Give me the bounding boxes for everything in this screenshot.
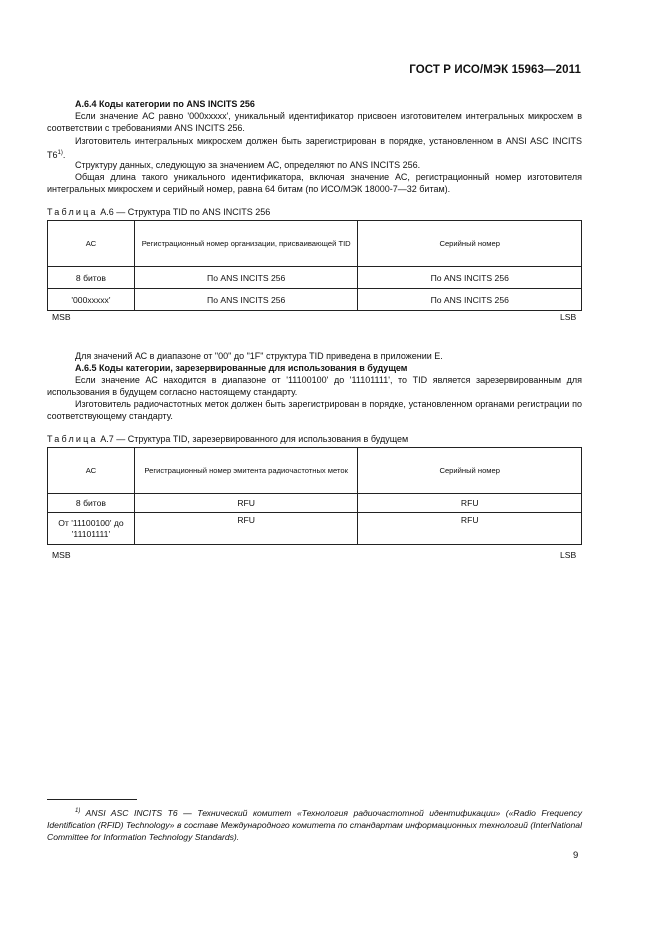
table-row (48, 513, 582, 545)
table-cell: RFU (134, 513, 358, 545)
section-a64-paragraph-4: Общая длина такого уникального идентификатора, включая значение АС, регистрационный номер изготовителя интегральных микросхем и серийный номер, равна 64 битам (по ИСО/МЭК 18000-7—32 битам). (47, 172, 582, 195)
section-a64-paragraph-2 (47, 135, 582, 162)
table-cell: RFU (134, 494, 358, 513)
page-number: 9 (573, 850, 579, 861)
table-row (48, 494, 582, 513)
table-a7-msb-label: MSB (52, 550, 71, 560)
table-a7-caption-prefix: Таблица (47, 434, 98, 444)
document-header: ГОСТ Р ИСО/МЭК 15963—2011 (409, 64, 581, 76)
table-a6-header-serial: Серийный номер (358, 221, 582, 267)
table-cell: RFU (358, 494, 582, 513)
table-a6-caption-title: А.6 — Структура TID по ANS INCITS 256 (97, 207, 271, 217)
section-a65-heading: А.6.5 Коды категории, зарезервированные для использования в будущем (75, 363, 408, 373)
table-cell: По ANS INCITS 256 (358, 267, 582, 289)
section-a64-paragraph-1: Если значение АС равно '000xxxxx', уникальный идентификатор присвоен изготовителем интегральных микросхем в соответствии с требованиями ANS INCITS 256. (47, 111, 582, 134)
table-a7-header-serial: Серийный номер (358, 448, 582, 494)
section-a65-paragraph-2: Изготовитель радиочастотных меток должен быть зарегистрирован в порядке, установленном органами регистрации по соответствующему стандарту. (47, 399, 582, 422)
paragraph-2-end: . (62, 150, 66, 161)
table-row (48, 267, 582, 289)
table-a6-lsb-label: LSB (560, 312, 577, 322)
table-a6-caption (47, 207, 270, 217)
table-a6-header-registration: Регистрационный номер организации, присваивающей TID (134, 221, 358, 267)
table-a6-header-ac: АС (48, 221, 135, 267)
footnote-reference: 1) (57, 150, 63, 157)
table-cell: По ANS INCITS 256 (134, 289, 358, 311)
table-cell: От '11100100' до '11101111' (48, 513, 135, 545)
section-a65-paragraph-1: Если значение АС находится в диапазоне от '11100100' до '11101111', то TID является зарезервированным для использования в будущем согласно настоящему стандарту. (47, 375, 582, 398)
table-a7-caption (47, 434, 408, 444)
table-a7-header-registration: Регистрационный номер эмитента радиочастотных меток (134, 448, 358, 494)
footnote (47, 805, 582, 843)
table-a6 (47, 220, 582, 311)
footnote-separator (47, 799, 137, 800)
table-a7-lsb-label: LSB (560, 550, 577, 560)
section-a65-intro: Для значений АС в диапазоне от "00" до "1F" структура TID приведена в приложении Е. (75, 351, 443, 361)
table-a7-header-row (48, 448, 582, 494)
table-cell: 8 битов (48, 494, 135, 513)
table-row (48, 289, 582, 311)
table-a7 (47, 447, 582, 545)
footnote-mark: 1) (75, 808, 81, 814)
table-cell: '000xxxxx' (48, 289, 135, 311)
section-a64-paragraph-3: Структуру данных, следующую за значением АС, определяют по ANS INCITS 256. (75, 160, 421, 170)
table-a6-caption-prefix: Таблица (47, 207, 98, 217)
section-a64-heading: А.6.4 Коды категории по ANS INCITS 256 (75, 99, 255, 109)
table-cell: По ANS INCITS 256 (358, 289, 582, 311)
table-a7-caption-title: А.7 — Структура TID, зарезервированного для использования в будущем (97, 434, 409, 444)
table-cell: По ANS INCITS 256 (134, 267, 358, 289)
table-a6-msb-label: MSB (52, 312, 71, 322)
table-a7-header-ac: АС (48, 448, 135, 494)
table-a6-header-row (48, 221, 582, 267)
paragraph-2-text: Изготовитель интегральных микросхем должен быть зарегистрирован в порядке, установленном в ANSI ASC INCITS T6 (47, 136, 582, 161)
table-cell: RFU (358, 513, 582, 545)
table-cell: 8 битов (48, 267, 135, 289)
footnote-text: ANSI ASC INCITS T6 — Технический комитет «Технология радиочастотной идентификации» («Radio Frequency Identification (RFID) Technology» в составе Международного комитета по стандартам информационных технологий (InterNational Committee for Information Technology Standards). (47, 807, 582, 843)
